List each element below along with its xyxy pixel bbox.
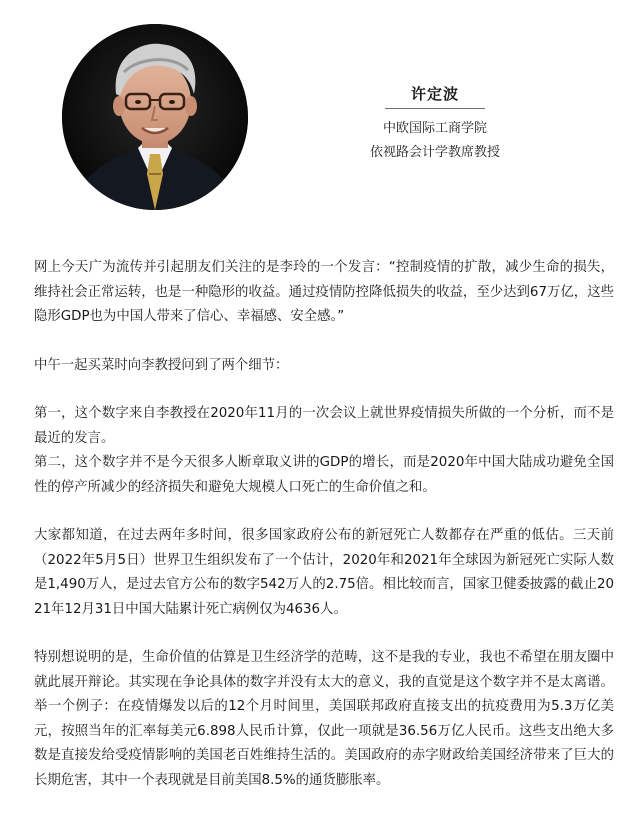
article-body	[34, 256, 614, 817]
paragraph-lunch-question: 中午一起买菜时向李教授问到了两个细节：	[34, 357, 289, 373]
author-title: 依视路会计学教席教授	[369, 145, 500, 160]
author-avatar	[62, 24, 248, 210]
paragraph-point-one: 第一，这个数字来自李教授在2020年11月的一次会议上就世界疫情损失所做的一个分析，而不是最近的发言。	[34, 406, 614, 446]
paragraph-point-two: 第二，这个数字并不是今天很多人断章取义讲的GDP的增长，而是2020年中国大陆成功避免全国性的停产所减少的经济损失和避免大规模人口死亡的生命价值之和。	[34, 455, 614, 495]
author-organization: 中欧国际工商学院	[382, 121, 487, 136]
author-profile	[340, 84, 530, 165]
author-name: 许定波	[410, 85, 459, 103]
paragraph-life-value: 特别想说明的是，生命价值的估算是卫生经济学的范畴，这不是我的专业，我也不希望在朋友圈中就此展开辩论。其实现在争论具体的数字并没有太大的意义，我的直觉是这个数字并不是太离谱。举一个例子：在疫情爆发以后的12个月时间里，美国联邦政府直接支出的抗疫费用为5.3万亿美元，按照当年的汇率每美元6.898人民币计算，仅此一项就是36.56万亿人民币。这些支出绝大多数是直接发给受疫情影响的美国老百姓维持生活的。美国政府的赤字财政给美国经济带来了巨大的长期危害，其中一个表现就是目前美国8.5%的通货膨胀率。	[34, 650, 614, 788]
author-header	[0, 0, 641, 240]
paragraph-death-estimates: 大家都知道，在过去两年多时间，很多国家政府公布的新冠死亡人数都存在严重的低估。三天前（2022年5月5日）世界卫生组织发布了一个估计，2020年和2021年全球因为新冠死亡实际人数是1,490万人，是过去官方公布的数字542万人的2.75倍。相比较而言，国家卫健委披露的截止2021年12月31日中国大陆累计死亡病例仅为4636人。	[34, 528, 614, 617]
name-divider	[385, 108, 485, 109]
paragraph-intro: 网上今天广为流传并引起朋友们关注的是李玲的一个发言：“控制疫情的扩散，减少生命的损失，维持社会正常运转，也是一种隐形的收益。通过疫情防控降低损失的收益，至少达到67万亿，这些隐形GDP也为中国人带来了信心、幸福感、安全感。”	[34, 260, 614, 324]
